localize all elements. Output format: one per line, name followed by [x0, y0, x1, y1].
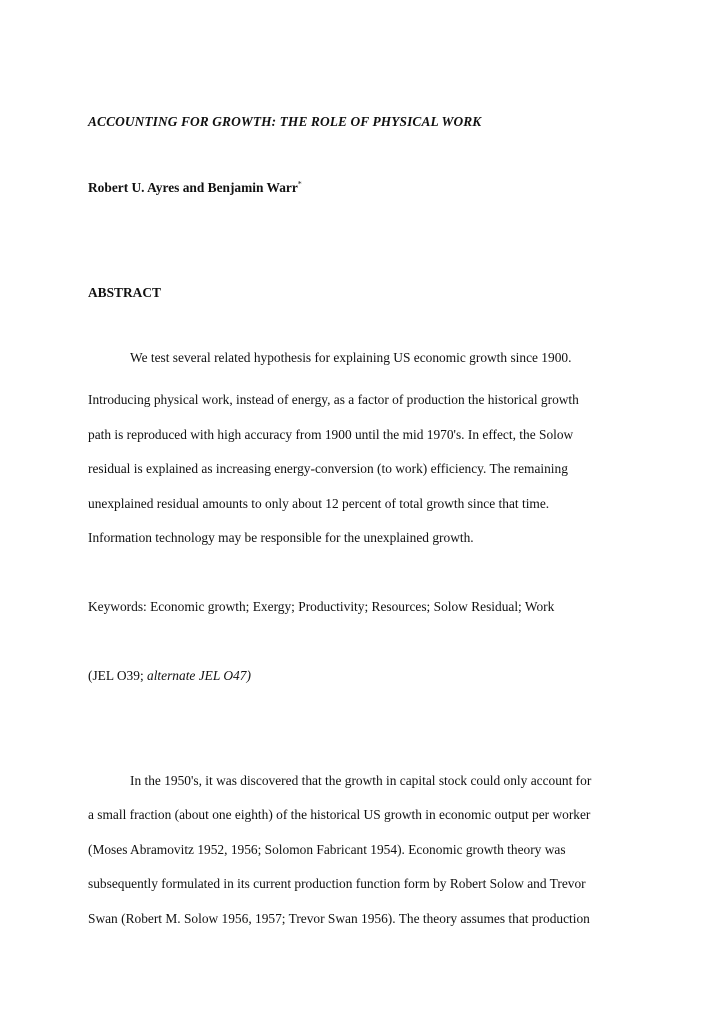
jel-primary: (JEL O39;	[88, 668, 148, 683]
body-line: subsequently formulated in its current production function form by Robert Solow and Trevor	[88, 876, 586, 891]
abstract-line: residual is explained as increasing energy-conversion (to work) efficiency. The remaining	[88, 461, 568, 476]
abstract-line: Information technology may be responsible for the unexplained growth.	[88, 530, 474, 545]
paper-title: ACCOUNTING FOR GROWTH: THE ROLE OF PHYSICAL WORK	[88, 114, 482, 129]
body-line: a small fraction (about one eighth) of the historical US growth in economic output per worker	[88, 807, 591, 822]
body-line: Swan (Robert M. Solow 1956, 1957; Trevor Swan 1956). The theory assumes that production	[88, 911, 590, 926]
abstract-line: path is reproduced with high accuracy from 1900 until the mid 1970's. In effect, the Solow	[88, 427, 574, 442]
body-line: (Moses Abramovitz 1952, 1956; Solomon Fabricant 1954). Economic growth theory was	[88, 842, 566, 857]
author-line	[88, 180, 302, 196]
author-names: Robert U. Ayres and Benjamin Warr	[88, 180, 298, 195]
keywords-line: Keywords: Economic growth; Exergy; Productivity; Resources; Solow Residual; Work	[88, 599, 555, 614]
abstract-line: We test several related hypothesis for explaining US economic growth since 1900.	[130, 350, 572, 365]
body-line: In the 1950's, it was discovered that the growth in capital stock could only account for	[130, 773, 592, 788]
jel-alternate: alternate JEL O47)	[147, 668, 251, 683]
abstract-line: Introducing physical work, instead of energy, as a factor of production the historical growth	[88, 392, 579, 407]
abstract-line: unexplained residual amounts to only about 12 percent of total growth since that time.	[88, 496, 550, 511]
author-footnote-mark: *	[297, 179, 302, 189]
jel-codes	[88, 668, 251, 684]
abstract-heading: ABSTRACT	[88, 285, 161, 300]
